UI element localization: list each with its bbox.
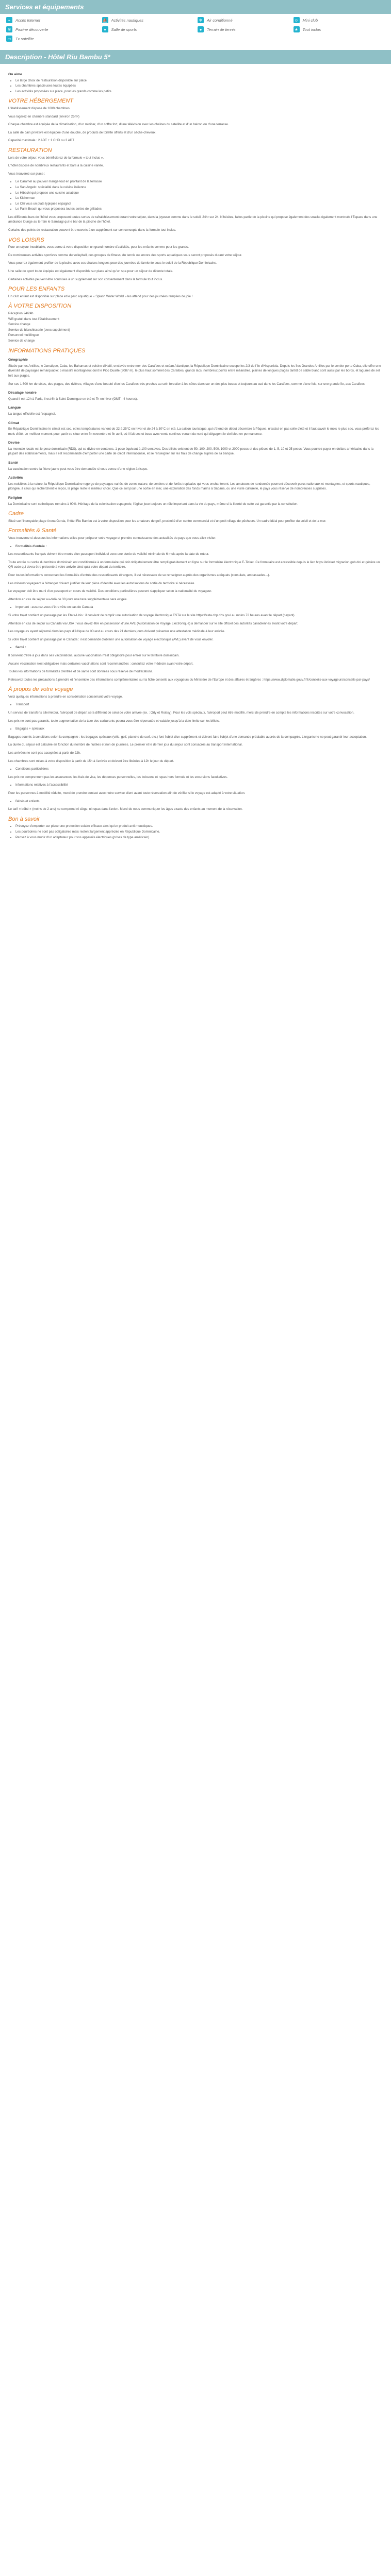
good-to-know-item: • Prévoyez d'emporter sur place une protection solaire efficace ainsi qu'un produit anti-moustiques. — [15, 824, 383, 829]
wifi-icon: ⌁ — [6, 17, 12, 23]
likes-heading: On aime — [8, 73, 22, 76]
service-label: Mini club — [302, 18, 318, 23]
page — [0, 0, 391, 853]
formalities-heading: Formalités & Santé — [8, 528, 57, 534]
dining-list — [15, 179, 383, 212]
snowflake-icon: ❄ — [198, 17, 204, 23]
health-label: • Santé : — [15, 645, 383, 650]
timezone-p: Quand il est 12h à Paris, il est 6h à Saint-Domingue en été et 7h en hiver (GMT - 4 heures). — [8, 397, 138, 401]
baggage-bullet — [15, 726, 383, 732]
dining-item: • Le Kishorman — [15, 196, 383, 201]
geo-heading: Géographie — [8, 358, 28, 362]
service-item — [198, 17, 289, 23]
entry-bullet — [15, 544, 383, 549]
conditions-label: • Conditions particulières — [15, 767, 383, 772]
dining-item: • Le Caramel au pouvoir mange-tout en profitant de la terrasse — [15, 179, 383, 184]
formalities-p9: Attention en cas de séjour au Canada via USA : vous devez être en possession d'une AVE (Autorisation de Voyage Electronique) à demander sur le site officiel des autorités canadiennes avant votre départ. — [8, 621, 299, 625]
likes-item: • Les chambres spacieuses toutes équipées — [15, 83, 383, 89]
health-bullet — [15, 645, 383, 650]
service-label: Tout inclus — [302, 27, 321, 32]
kids-heading: POUR LES ENFANTS — [8, 286, 65, 293]
services-grid — [0, 14, 391, 46]
accessibility-p: Pour les personnes à mobilité réduite, merci de prendre contact avec notre service client avant toute réservation afin de vérifier si le voyage est adapté à votre situation. — [8, 791, 246, 795]
service-label: Air conditionné — [207, 18, 233, 23]
setting-p: Situé sur l'incroyable plage Arena Gorda, l'hôtel Riu Bambu est à votre disposition pour les amateurs de golf, proximité d'un centre commercial et d'un petit village de pêcheurs. Un cadre idéal pour profiter du soleil et de la mer. — [8, 519, 327, 523]
dining-p3: Vous trouverez sur place : — [8, 172, 45, 176]
formalities-p5: Les mineurs voyageant à l'étranger doivent justifier de leur pièce d'identité avec les autorisations de sortie du territoire si nécessaire. — [8, 581, 196, 585]
disposal-item: Service de blanchisserie (avec supplément) — [8, 328, 70, 332]
health-heading: Santé — [8, 461, 18, 465]
service-item — [6, 17, 98, 23]
formalities-p2: Les ressortissants français doivent être munis d'un passeport individuel avec une durée de validité minimale de 6 mois après la date de retour. — [8, 552, 209, 556]
dumbbell-icon: ♦ — [102, 26, 108, 32]
service-label: Salle de sports — [111, 27, 137, 32]
activities-heading: Activités — [8, 476, 23, 480]
service-label: Accès Internet — [15, 18, 40, 23]
dining-p5: Certains des points de restauration peuvent être ouverts à un supplément sur son concepts dans la formule tout inclus. — [8, 228, 176, 232]
formalities-p14: Toutes les informations de formalités d'entrée et de santé sont données sous réserve de modifications. — [8, 670, 153, 674]
lodging-p4: La salle de bain privative est équipée d'une douche, de produits de toilette offerts et d'un sèche-cheveux. — [8, 130, 157, 134]
duration-p: La durée du séjour est calculée en fonction du nombre de nuitées et non de journées. Le premier et le dernier jour du séjour sont consacrés au transport international. — [8, 743, 243, 747]
lodging-p1: L'établissement dispose de 1000 chambres. — [8, 106, 71, 110]
leisure-p4: Une salle de sport toute équipée est également disponible sur place ainsi qu'un spa pour un séjour de détente totale. — [8, 269, 173, 274]
activities-p: Les nuisibles à la nature, la République Dominicaine regorge de paysages variés, de zones nature, de sentiers et de forêts tropicales qui vous enchanteront. Les amateurs de randonnée pourront découvrir parcs nationaux et montagnes, et sports nautiques, plongée, à ceux qui recherchent le repos, la plage reste le meilleur choix. Que ce soit pour une sortie en mer, une exploration des fonds marins à Sabana, ou une visite culturelle, le pays vous réserve de nombreuses surprises. — [8, 482, 370, 491]
religion-heading: Religion — [8, 496, 22, 500]
baggage-label: • Bagages + spéciaux — [15, 726, 383, 732]
formalities-p12: Il convient d'être à jour dans ses vaccinations, aucune vaccination n'est obligatoire pour entrer sur le territoire dominicain. — [8, 653, 180, 657]
dining-p2: L'hôtel dispose de nombreux restaurants et bars à la cuisine variée. — [8, 164, 104, 168]
service-item — [6, 36, 98, 42]
babies-p: Le tarif « bébé » (moins de 2 ans) ne comprend ni siège, ni repas dans l'avion. Merci de nous communiquer les âges exacts des enfants au moment de la réservation. — [8, 807, 243, 811]
sailboat-icon: ⛵ — [102, 18, 108, 23]
disposal-item: Service de change — [8, 338, 35, 343]
currency-heading: Devise — [8, 441, 20, 445]
timezone-heading: Décalage horaire — [8, 391, 37, 395]
formalities-p6: Le voyageur doit être muni d'un passeport en cours de validité. Des conditions particulières peuvent s'appliquer selon la nationalité du voyageur. — [8, 589, 212, 594]
dining-item: • Le Chi vous un plats typiques espagnol — [15, 201, 383, 207]
dining-heading: RESTAURATION — [8, 147, 52, 154]
disposal-heading: À VOTRE DISPOSITION — [8, 303, 72, 310]
dining-item: • Le Hibachi qui propose une cuisine asiatique — [15, 191, 383, 196]
leisure-p1: Pour un séjour inoubliable, vous aurez à votre disposition un grand nombre d'activités, pour les enfants comme pour les grands. — [8, 245, 189, 249]
leisure-p3: Vous pourrez également profiter de la piscine avec ses chaises longues pour des journées de farniente sous le soleil de la République Dominicaine. — [8, 261, 217, 265]
accessibility-bullet — [15, 783, 383, 788]
good-to-know-heading: Bon à savoir — [8, 816, 40, 822]
formalities-p3: Toute entrée ou sortie du territoire dominicain est conditionnée à un formulaire qui doit obligatoirement être rempli gratuitement en ligne sur le formulaire électronique E-Ticket. Ce formulaire est accessible depuis le lien https://eticket.migracion.gob.do/ et génère un QR code qui devra être présenté à votre arrivée ainsi qu'à votre départ du territoire. — [8, 560, 380, 569]
pool-icon: ≋ — [6, 26, 12, 32]
about-heading: À propos de votre voyage — [8, 686, 73, 693]
service-label: Tv satellite — [15, 36, 34, 41]
tv-icon: ▭ — [6, 36, 12, 42]
climate-p: En République Dominicaine le climat est sec, et les températures varient de 22 à 25°C en hiver et de 24 à 30°C en été. La saison touristique, qui s'étend de début décembre à Pâques, n'exclut en pas celle d'été et il faut savoir le mois le plus sec, vous préférez les mois d'été. Le meilleur moment pour partir se situe entre fin novembre et fin avril, où il fait sec et beau avec vents continus venant du nord qui dégagent le ciel bleu en permanence. — [8, 427, 379, 436]
services-header: Services et équipements — [0, 0, 391, 14]
rooms-p: Les chambres sont mises à votre disposition à partir de 15h à l'arrivée et doivent être libérées à 12h le jour du départ. — [8, 759, 174, 763]
good-to-know-item: • Pensez à vous munir d'un adaptateur pour vos appareils électriques (prises de type américain). — [15, 835, 383, 840]
entry-label: • Formalités d'entrée : — [15, 544, 383, 549]
likes-list — [15, 78, 383, 94]
language-heading: Langue — [8, 406, 21, 410]
babies-bullet — [15, 799, 383, 804]
service-item — [198, 26, 289, 32]
about-p: Voici quelques informations à prendre en considération concernant votre voyage. — [8, 694, 123, 699]
leisure-p5: Certaines activités peuvent être soumises à un supplément sur son consentement dans la formule tout inclus. — [8, 277, 163, 281]
babies-label: • Bébés et enfants — [15, 799, 383, 804]
likes-item: • Les activités proposées sur place, pour les grands comme les petits — [15, 89, 383, 94]
service-item — [102, 17, 194, 23]
leisure-p2: De nombreuses activités sportives comme du volleyball, des groupes de fitness, du tennis ou encore des sports aquatiques vous seront proposés durant votre séjour. — [8, 253, 242, 257]
formalities-p8: Si votre trajet contient un passage par les Etats-Unis : il convient de remplir une autorisation de voyage électronique ESTA sur le site https://esta.cbp.dhs.gov/ au moins 72 heures avant le départ (payant). — [8, 613, 296, 617]
dining-p4: Les différents bars de l'hôtel vous proposent toutes sortes de rafraichissement durant votre séjour, dans la joyeuse comme dans le soleil, 24hr sur 24. N'hésitez, faites partie de la piscine qui propose également des snacks également montrués l'Espace dans une ambiance lounge au terrain le Samzagi qui le bar de la piscine de l'hôtel. — [8, 215, 378, 224]
description-content — [0, 64, 391, 853]
leisure-heading: VOS LOISIRS — [8, 236, 44, 243]
lodging-p2: Vous logerez en chambre standard (environ 25m²) — [8, 114, 79, 118]
disposal-item: Personnel multilingue — [8, 333, 39, 337]
all-inclusive-icon: ★ — [294, 26, 300, 32]
geo-p2: Sur ses 1 600 km de côtes, des plages, des rivières, villages d'une beauté d'un les Caraïbes très proches au sein forestier à les côtes dans sur un des plus beaux et toujours au sud dans les Caraïbes, comme d'une fois, sur une grande île, aux Caraïbes. — [8, 382, 366, 386]
accessibility-label: • Informations relatives à l'accessibilité — [15, 783, 383, 788]
transport-label: • Transport — [15, 702, 383, 707]
service-item — [102, 26, 194, 32]
good-to-know-list — [15, 824, 383, 840]
geo-p: Située par les Antilles, le Jamaïque, Cuba, les Bahamas et voisine d'Haïti, enclavée entre mer des Caraïbes et océan Atlantique, la République Dominicaine occupe les 2/3 de l'île d'Hispaniola. Depuis les îles Grandes Antilles par le sentier porte Cuba, elle offre une diversité de paysages remarquable: 5 massifs montagneux dont le Pico Duarte (3087 m), le plus haut sommet des Caraïbes, grands lacs, nombreux points entre méandres, plaines de longues plages tantôt de sable blanc sont aussi par les bords, et lagunes de sel fort aux plages. — [8, 364, 381, 378]
formalities-p1: Vous trouverez ci-dessous les informations utiles pour préparer votre voyage et prendre connaissance des actualités du pays que vous allez visiter. — [8, 536, 217, 540]
service-label: Terrain de tennis — [207, 27, 236, 32]
dining-item: • Le San Angelo: spécialité dans la cuisine italienne — [15, 185, 383, 190]
health-p: La vaccination contre la fièvre jaune peut vous être demandée si vous venez d'une région à risque. — [8, 467, 148, 471]
lodging-heading: VOTRE HÉBERGEMENT — [8, 98, 73, 105]
kids-icon: ☺ — [294, 18, 299, 23]
conditions-p: Les prix ne comprennent pas les assurances, les frais de visa, les dépenses personnelles, les boissons et repas hors formule et les excursions facultatives. — [8, 775, 228, 779]
service-item — [294, 26, 385, 32]
good-to-know-item: • Les pourboires ne sont pas obligatoires mais restent largement appréciés en République Dominicaine. — [15, 829, 383, 835]
likes-item: • Le large choix de restauration disponible sur place — [15, 78, 383, 83]
religion-p: La Dominicaine sont catholiques romains à 90%. Héritage de la colonisation espagnole, l'église joue toujours un rôle important dans la vie du pays, même si la liberté de culte est garantie par la constitution. — [8, 502, 299, 506]
service-item — [6, 26, 98, 32]
currency-p: La monnaie locale est le peso dominicain (RD$), qui se divise en centavos. 1 peso équivaut à 100 centavos. Des billets existent de 50, 100, 200, 500, 1000 et 2000 pesos et des pièces de 1, 5, 10 et 25 pesos. Vous pourrez payer en dollars américains dans la plupart des établissements, mais il est recommandé d'emporter une carte de crédit internationale, et se renseigner sur les frais de change auprès de sa banque. — [8, 447, 373, 456]
service-label: Piscine découverte — [15, 27, 48, 32]
transport-p1: Un service de transferts aller/retour, l'aéroport de départ sera différent de celui de votre arrivée (ex. : Orly et Roissy). Pour les vols spéciaux, l'aéroport peut être modifié, merci de prendre en compte les informations inscrites sur votre convocation. — [8, 711, 354, 715]
formalities-p13: Aucune vaccination n'est obligatoire mais certaines vaccinations sont recommandées : consultez votre médecin avant votre départ. — [8, 662, 193, 666]
language-p: La langue officielle est l'espagnol. — [8, 412, 56, 416]
lodging-p3: Chaque chambre est équipée de la climatisation, d'un minibar, d'un coffre fort, d'une télévision avec les chaînes du satellite et d'un balcon ou d'une terrasse. — [8, 123, 229, 127]
formalities-p7: Attention en cas de séjour au-delà de 30 jours une taxe supplémentaire sera exigée. — [8, 597, 128, 601]
disposal-item: Service change — [8, 323, 30, 327]
formalities-p10: Les voyageurs ayant séjourné dans les pays d'Afrique de l'Ouest au cours des 21 derniers jours doivent présenter une attestation médicale à leur arrivée. — [8, 630, 225, 634]
transport-p2: Les prix ne sont pas garantis, toute augmentation de la taxe des carburants pourra vous être répercutée et valable jusqu'à la date limite sur les billets. — [8, 719, 220, 723]
disposal-item: Wifi gratuit dans tout l'établissement — [8, 317, 59, 321]
dining-item: • Le Palm Beach qui vous proposera toutes sortes de grillades — [15, 207, 383, 212]
formalities-p4: Pour toutes informations concernant les formalités d'entrée des ressortissants étrangers, il est nécessaire de se renseigner auprès des organismes adéquats (consulats, ambassades...). — [8, 573, 270, 577]
important-label: • Important : assurez-vous d'être vêtu en cas de Canada — [15, 605, 383, 610]
arrival-p: Les arrivées ne sont pas acceptées à partir de 22h. — [8, 751, 81, 755]
service-label: Activités nautiques — [111, 18, 144, 23]
service-item — [294, 17, 385, 23]
lodging-p5: Capacité maximale : 2 ADT + 1 CHD ou 3 ADT — [8, 139, 74, 143]
transport-bullet — [15, 702, 383, 707]
disposal-list — [8, 311, 383, 344]
important-bullet — [15, 605, 383, 610]
baggage-p: Bagages soumis à conditions selon la compagnie : les bagages spéciaux (vélo, golf, planche de surf, etc.) font l'objet d'un supplément et doivent faire l'objet d'une demande préalable auprès de la compagnie. L'organisme ne peut garantir leur acceptation. — [8, 735, 367, 739]
formalities-p15: Retrouvez toutes les précautions à prendre et l'ensemble des informations complémentaires sur la fiche conseils aux voyageurs du Ministère de l'Europe et des affaires étrangères : https://www.diplomatie.gouv.fr/fr/conseils-aux-voyageurs/conseils-par-pays/ — [8, 677, 370, 682]
practical-heading: INFORMATIONS PRATIQUES — [8, 347, 86, 354]
formalities-p11: Si votre trajet contient un passage par le Canada : il est demandé d'obtenir une autorisation de voyage électronique (AVE) avant de vous envoler. — [8, 637, 214, 641]
climate-heading: Climat — [8, 421, 19, 425]
kids-p1: Un club enfant est disponible sur place et le parc aquatique « Splash Water World » les attend pour des journées remplies de joie ! — [8, 294, 193, 298]
setting-heading: Cadre — [8, 511, 24, 517]
conditions-bullet — [15, 767, 383, 772]
tennis-icon: ● — [198, 26, 204, 32]
description-header: Description - Hôtel Riu Bambu 5* — [0, 50, 391, 64]
disposal-item: Réception 24/24h — [8, 312, 34, 315]
dining-p1: Lors de votre séjour, vous bénéficierez de la formule « tout inclus ». — [8, 156, 104, 160]
